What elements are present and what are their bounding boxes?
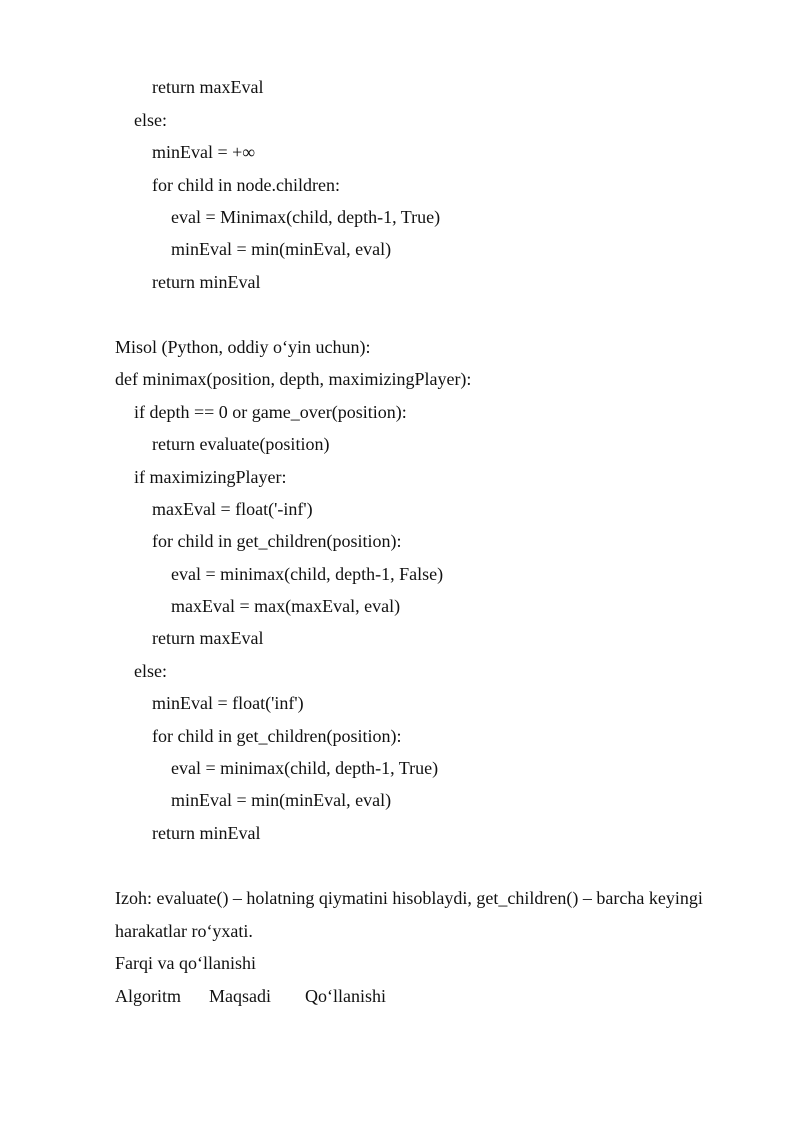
- note-line-2: harakatlar ro‘yxati.: [115, 921, 253, 941]
- code-line: minEval = float('inf'): [152, 693, 304, 713]
- note-line-1: Izoh: evaluate() – holatning qiymatini hisoblaydi, get_children() – barcha keyingi: [115, 888, 703, 908]
- code-line: for child in node.children:: [152, 175, 340, 195]
- code-line: return maxEval: [152, 628, 264, 648]
- code-line: return minEval: [152, 823, 261, 843]
- code-line: maxEval = float('-inf'): [152, 499, 313, 519]
- section-heading: Farqi va qo‘llanishi: [115, 953, 256, 973]
- example-heading: Misol (Python, oddiy o‘yin uchun):: [115, 337, 371, 357]
- code-line: for child in get_children(position):: [152, 726, 402, 746]
- code-line: for child in get_children(position):: [152, 531, 402, 551]
- table-header-cell: Qo‘llanishi: [305, 986, 386, 1006]
- code-line: else:: [134, 661, 167, 681]
- code-line: maxEval = max(maxEval, eval): [171, 596, 401, 616]
- table-header-cell: Algoritm: [115, 986, 181, 1006]
- code-line: return evaluate(position): [152, 434, 330, 454]
- code-line: eval = Minimax(child, depth-1, True): [171, 207, 441, 227]
- code-line: if maximizingPlayer:: [134, 467, 287, 487]
- code-line: return maxEval: [152, 77, 264, 97]
- code-line: else:: [134, 110, 167, 130]
- code-line: eval = minimax(child, depth-1, False): [171, 564, 444, 584]
- table-header-row: [115, 985, 386, 1007]
- table-header-cell: Maqsadi: [209, 986, 271, 1006]
- code-line: def minimax(position, depth, maximizingPlayer):: [115, 369, 472, 389]
- code-line: minEval = min(minEval, eval): [171, 239, 392, 259]
- code-line: return minEval: [152, 272, 261, 292]
- code-line: minEval = min(minEval, eval): [171, 790, 392, 810]
- code-line: minEval = +∞: [152, 142, 256, 162]
- code-line: if depth == 0 or game_over(position):: [134, 402, 407, 422]
- code-line: eval = minimax(child, depth-1, True): [171, 758, 439, 778]
